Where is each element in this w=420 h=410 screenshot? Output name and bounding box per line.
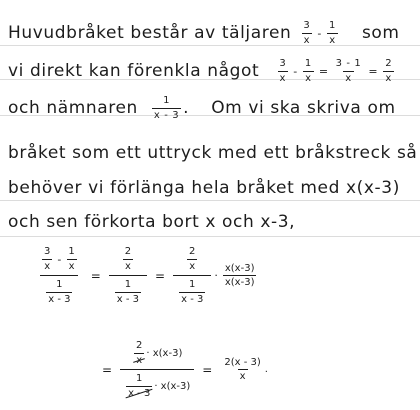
fraction-1-over-x-3 — [46, 279, 72, 305]
multiply-term: · x(x-3) — [146, 347, 183, 359]
numerator: 3 — [279, 58, 287, 69]
minus-sign: - — [57, 252, 62, 266]
text-segment: behöver vi förlänga hela bråket med x(x-3) — [8, 178, 400, 198]
denominator: x - 3 — [153, 109, 180, 121]
minus-sign: - — [293, 64, 298, 78]
compound-fraction — [173, 246, 211, 305]
numerator: 3 — [44, 246, 51, 257]
fraction-2-over-x — [134, 340, 144, 366]
numerator: 1 — [304, 58, 312, 69]
equation-row-1 — [36, 246, 258, 305]
compound-fraction — [109, 246, 147, 305]
fraction-3-minus-1-over-x — [334, 58, 364, 84]
fraction-1-over-x — [303, 58, 314, 84]
equation-row-2 — [94, 340, 268, 399]
numerator: 2 — [124, 246, 132, 257]
fraction-3-over-x — [42, 246, 52, 272]
denominator-cancelled: x - 3 — [128, 387, 151, 399]
numerator: 1 — [328, 20, 336, 31]
text-line-4 — [8, 145, 417, 162]
text-line-3 — [8, 95, 396, 121]
ruled-line — [0, 200, 420, 201]
fraction-result — [222, 357, 262, 383]
denominator: x - 3 — [48, 293, 71, 305]
fraction-1-over-x — [327, 20, 338, 46]
fraction-1-over-x — [66, 246, 76, 272]
denominator: x — [329, 34, 336, 46]
numerator: 2 — [385, 58, 393, 69]
text-line-1 — [8, 20, 400, 46]
numerator: 3 - 1 — [335, 58, 362, 69]
text-segment: och nämnaren — [8, 97, 138, 118]
compound-numerator — [36, 246, 83, 275]
text-line-6 — [8, 214, 295, 231]
numerator: 3 — [303, 20, 311, 31]
text-segment: vi direkt kan förenkla något — [8, 60, 260, 81]
text-segment: och sen förkorta bort x och x-3, — [8, 212, 296, 232]
denominator: x(x-3) — [224, 277, 255, 288]
equals-sign: = — [202, 362, 213, 377]
compound-denominator — [40, 275, 78, 305]
numerator: 1 — [124, 279, 132, 290]
numerator: 1 — [56, 279, 63, 290]
denominator: x — [303, 34, 311, 46]
denominator: x — [124, 260, 131, 272]
fraction-1-over-x-3 — [115, 279, 141, 305]
denominator: x — [385, 72, 392, 84]
multiply-term: · x(x-3) — [154, 380, 191, 392]
denominator-cancelled: x — [136, 354, 143, 366]
fraction-2-over-x — [187, 246, 197, 272]
denominator: x — [345, 72, 352, 84]
equals-sign: = — [102, 362, 113, 377]
fraction-1-over-x-3 — [179, 279, 205, 305]
numerator: 1 — [189, 279, 196, 290]
numerator: 2 — [189, 246, 196, 257]
denominator: x — [305, 72, 312, 84]
period: . — [183, 97, 190, 118]
text-line-2 — [8, 58, 396, 84]
compound-numerator — [181, 246, 203, 275]
numerator: x(x-3) — [224, 262, 255, 274]
compound-denominator — [109, 275, 147, 305]
compound-numerator — [128, 340, 186, 369]
compound-fraction — [36, 246, 83, 305]
fraction-1-over-x-3 — [152, 95, 181, 121]
compound-numerator — [117, 246, 139, 275]
text-segment: Om vi ska skriva om — [211, 97, 396, 118]
period: . — [264, 364, 268, 375]
fraction-3-over-x — [301, 20, 312, 46]
multiply-dot: · — [214, 269, 218, 282]
numerator: 2(x - 3) — [224, 356, 261, 368]
denominator: x - 3 — [181, 293, 204, 305]
fraction-3-over-x — [277, 58, 288, 84]
denominator: x - 3 — [116, 293, 140, 305]
text-segment: Huvudbråket består av täljaren — [8, 22, 292, 43]
compound-denominator — [120, 369, 194, 399]
fraction-xx3-over-xx3 — [223, 263, 257, 289]
fraction-2-over-x — [383, 58, 394, 84]
equals-sign: = — [368, 64, 379, 78]
equals-sign: = — [155, 268, 166, 283]
equals-sign: = — [90, 268, 101, 283]
numerator: 1 — [136, 373, 143, 384]
equals-sign: = — [318, 64, 329, 78]
numerator: 1 — [163, 95, 171, 106]
text-segment: bråket som ett uttryck med ett bråkstreck så — [8, 143, 418, 163]
denominator: x — [189, 260, 196, 272]
numerator: 1 — [68, 246, 75, 257]
denominator: x — [44, 260, 51, 272]
numerator: 2 — [136, 340, 143, 351]
compound-denominator — [173, 275, 211, 305]
fraction-2-over-x — [123, 246, 133, 272]
denominator: x — [239, 371, 246, 382]
compound-fraction — [120, 340, 194, 399]
text-line-5 — [8, 180, 400, 197]
fraction-1-over-x-3 — [126, 373, 152, 399]
minus-sign: - — [317, 26, 322, 40]
ruled-line — [0, 236, 420, 237]
denominator: x — [279, 72, 287, 84]
text-segment: som — [361, 22, 400, 43]
denominator: x — [68, 260, 75, 272]
